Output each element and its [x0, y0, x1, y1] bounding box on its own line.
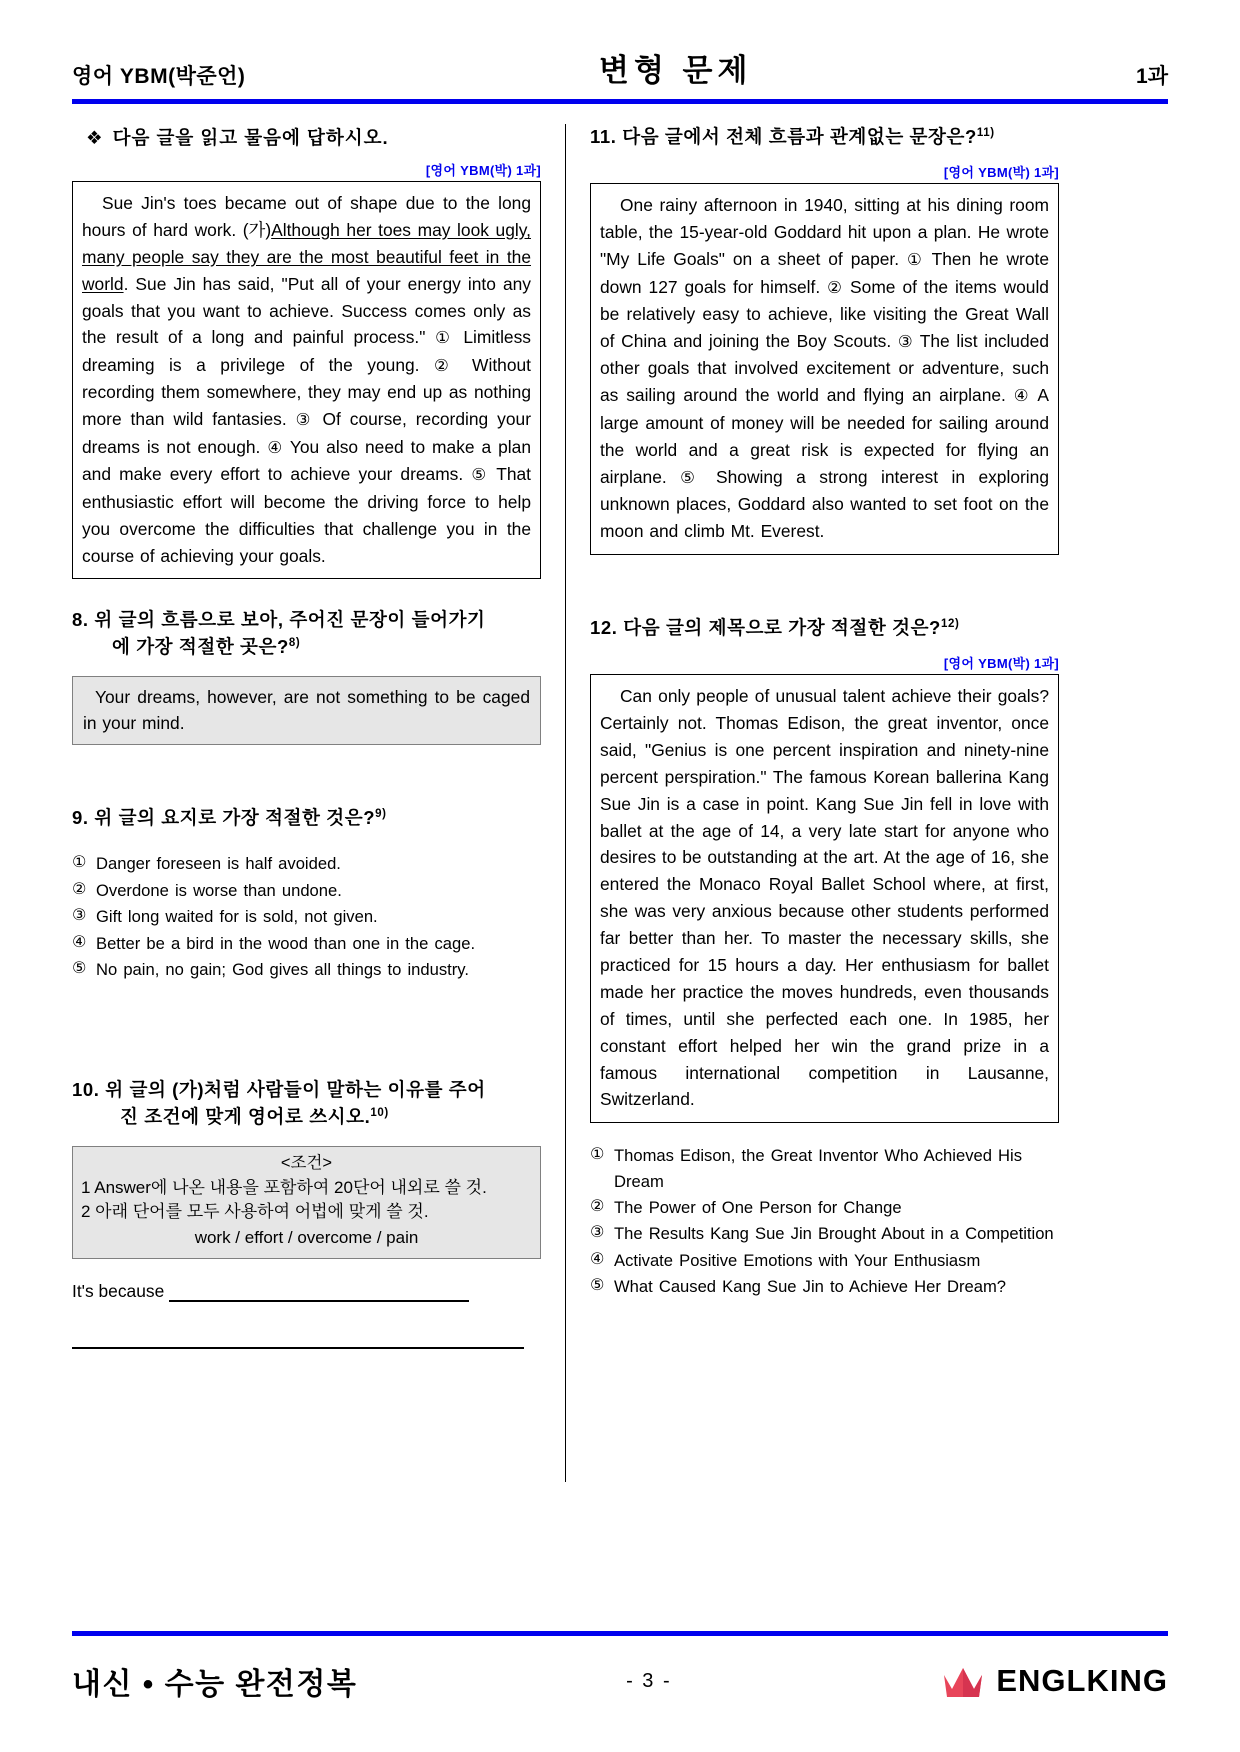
question-12-number: 12. — [590, 616, 618, 638]
question-8-footnote: 8) — [288, 636, 301, 649]
passage2-seg4: A large amount of money will be needed for sailing around the world and a great risk is expected for flying an airplane. — [600, 385, 1049, 487]
choice-text: The Results Kang Sue Jin Brought About in a Competition — [614, 1224, 1054, 1244]
passage1-marker-4: ④ — [267, 438, 284, 457]
answer-blank-line-1[interactable] — [169, 1283, 469, 1302]
passage2-seg3: The list included other goals that involved excitement or adventure, such as sailing around the world and flying an airplane. — [600, 330, 1049, 406]
question-9-text: 위 글의 요지로 가장 적절한 것은? — [94, 807, 376, 829]
choice-marker: ④ — [590, 1250, 605, 1268]
header-subject: 영어 YBM(박준언) — [72, 65, 246, 88]
header-divider-rule — [72, 99, 1168, 104]
passage2-seg1: Then he wrote down 127 goals for himself. — [600, 249, 1050, 297]
passage1-underlined: Although her toes may look ugly, many people say they are the most beautiful feet in the world — [82, 219, 531, 294]
question-10-condition-box — [72, 1146, 541, 1259]
choice-marker: ⑤ — [590, 1277, 605, 1295]
choice-text: Danger foreseen is half avoided. — [96, 854, 341, 874]
condition-word-bank: work / effort / overcome / pain — [194, 1228, 419, 1248]
header-title: 변형 문제 — [599, 53, 753, 88]
choice-text: Activate Positive Emotions with Your Enthusiasm — [614, 1250, 981, 1270]
choice-marker: ② — [72, 880, 87, 898]
choice-marker: ② — [590, 1198, 605, 1216]
choice-marker: ④ — [72, 933, 87, 951]
answer-blank-line-2[interactable] — [72, 1330, 524, 1349]
question-9-number: 9. — [72, 807, 89, 829]
choice-text: No pain, no gain; God gives all things to industry. — [96, 959, 469, 979]
question-12-choice-1[interactable] — [590, 1143, 1059, 1194]
question-8-heading — [72, 607, 541, 660]
brand-logo — [940, 1659, 1168, 1703]
header-lesson: 1과 — [1136, 65, 1168, 88]
question-9-choice-3[interactable] — [72, 904, 541, 929]
choice-text: The Power of One Person for Change — [614, 1198, 902, 1218]
question-11-heading — [590, 124, 1059, 150]
passage1-marker-2: ② — [434, 356, 458, 375]
content-columns — [72, 124, 1168, 1482]
passage2-intro: One rainy afternoon in 1940, sitting at his dining room table, the 15-year-old Goddard hit upon a plan. He wrote "My Life Goals" on a sheet of paper. — [600, 195, 1049, 270]
reading-instruction-text: 다음 글을 읽고 물음에 답하시오. — [112, 127, 389, 148]
source-tag-passage2: [영어 YBM(박) 1과] — [943, 165, 1059, 181]
passage2-seg2: Some of the items would be relatively easy to achieve, like visiting the Great Wall of China and joining the Boy Scouts. — [600, 276, 1049, 351]
passage2-marker-1: ① — [907, 251, 924, 270]
footer-tagline: 내신 • 수능 완전정복 — [72, 1668, 358, 1701]
passage1-seg5: That enthusiastic effort will become the driving force to help you overcome the difficulties that challenge you in the course of achieving your goals. — [82, 464, 531, 566]
condition-item-1: 1 Answer에 나온 내용을 포함하여 20단어 내외로 쓸 것. — [81, 1177, 487, 1197]
passage-2 — [590, 183, 1059, 555]
passage3-body: Can only people of unusual talent achieve their goals? Certainly not. Thomas Edison, the great inventor, once said, "Genius is one percent inspiration and ninety-nine percent perspiration." The famous Korean ballerina Kang Sue Jin is a case in point. Kang Sue Jin fell in love with ballet at the age of 14, a very late start for anyone who desires to be outstanding at the art. At the age of 16, she entered the Monaco Royal Ballet School where, at first, she was very anxious because other students performed far better than her. To master the necessary skills, she practiced for 15 hours a day. Her enthusiasm for ballet made her practice the moves hundreds, even thousands of times, until she perfected each one. In 1985, her constant effort helped her win the grand prize in a famous international competition in Lausanne, Switzerland. — [600, 686, 1049, 1110]
passage1-seg4: You also need to make a plan and make every effort to achieve your dreams. — [82, 436, 532, 485]
question-8-text-line1: 위 글의 흐름으로 보아, 주어진 문장이 들어가기 — [94, 609, 486, 631]
question-9-choice-4[interactable] — [72, 931, 541, 956]
passage1-marker-3: ③ — [295, 411, 314, 430]
condition-item-2: 2 아래 단어를 모두 사용하여 어법에 맞게 쓸 것. — [81, 1202, 429, 1222]
question-12-heading — [590, 615, 1059, 641]
passage1-seg3: Of course, recording your dreams is not enough. — [82, 409, 532, 457]
brand-name: ENGLKING — [996, 1663, 1168, 1698]
question-10-answer-area[interactable] — [72, 1281, 541, 1349]
choice-marker: ⑤ — [72, 959, 87, 977]
passage2-marker-3: ③ — [897, 332, 914, 351]
footer-divider-rule — [72, 1631, 1168, 1636]
choice-text: Gift long waited for is sold, not given. — [96, 907, 378, 927]
choice-text: Better be a bird in the wood than one in the cage. — [96, 933, 476, 953]
column-divider — [565, 124, 566, 1482]
left-column — [72, 124, 559, 1482]
choice-text: What Caused Kang Sue Jin to Achieve Her Dream? — [614, 1277, 1007, 1297]
answer-lead-text: It's because — [72, 1280, 165, 1301]
question-9-footnote: 9) — [375, 808, 387, 821]
passage1-marker-5: ⑤ — [471, 466, 489, 485]
question-12-choice-5[interactable] — [590, 1274, 1059, 1299]
passage1-part2: . Sue Jin has said, "Put all of your energy into any goals that you want to achieve. Success comes only as the result of a long and painful process." — [82, 273, 531, 348]
passage-3 — [590, 674, 1059, 1123]
question-10-heading — [72, 1077, 541, 1130]
question-9-choice-1[interactable] — [72, 851, 541, 876]
choice-marker: ③ — [590, 1224, 605, 1242]
passage-1 — [72, 181, 541, 579]
source-tag-passage3: [영어 YBM(박) 1과] — [943, 656, 1059, 672]
question-12-choices — [590, 1143, 1059, 1299]
question-11-footnote: 11) — [976, 126, 995, 139]
question-9-heading — [72, 805, 541, 831]
question-11-number: 11. — [590, 126, 617, 147]
question-9-choices — [72, 851, 541, 982]
footer-page-number: - 3 - — [626, 1669, 672, 1692]
passage1-marker-1: ① — [435, 329, 454, 348]
choice-text: Thomas Edison, the Great Inventor Who Achieved His Dream — [614, 1146, 1023, 1191]
right-column — [572, 124, 1059, 1482]
question-12-choice-2[interactable] — [590, 1195, 1059, 1220]
question-12-choice-4[interactable] — [590, 1248, 1059, 1273]
choice-marker: ① — [72, 854, 87, 872]
question-10-text-line2: 진 조건에 맞게 영어로 쓰시오. — [120, 1105, 371, 1127]
choice-marker: ③ — [72, 907, 87, 925]
question-12-choice-3[interactable] — [590, 1221, 1059, 1246]
condition-box-title: <조건> — [280, 1153, 333, 1172]
question-10-footnote: 10) — [370, 1106, 389, 1119]
page-footer — [72, 1646, 1168, 1716]
question-9-choice-2[interactable] — [72, 878, 541, 903]
source-tag-passage1: [영어 YBM(박) 1과] — [425, 163, 541, 178]
question-9-choice-5[interactable] — [72, 957, 541, 982]
question-11-text: 다음 글에서 전체 흐름과 관계없는 문장은? — [622, 126, 977, 147]
passage1-seg2: Without recording them somewhere, they may end up as nothing more than wild fantasies. — [82, 354, 531, 430]
choice-marker: ① — [590, 1146, 605, 1164]
passage2-seg5: Showing a strong interest in exploring unknown places, Goddard also wanted to set foot on the moon and climb Mt. Everest. — [600, 466, 1050, 541]
question-8-given-sentence: Your dreams, however, are not something to be caged in your mind. — [83, 686, 530, 734]
question-10-number: 10. — [72, 1079, 100, 1101]
passage1-seg1: Limitless dreaming is a privilege of the young. — [82, 327, 531, 375]
passage2-marker-4: ④ — [1013, 387, 1031, 406]
choice-text: Overdone is worse than undone. — [96, 880, 342, 900]
crown-icon — [940, 1659, 986, 1703]
question-10-text-line1: 위 글의 (가)처럼 사람들이 말하는 이유를 주어 — [105, 1079, 486, 1101]
question-8-number: 8. — [72, 609, 89, 631]
passage2-marker-5: ⑤ — [680, 468, 703, 487]
question-8-text-line2: 에 가장 적절한 곳은? — [112, 635, 289, 657]
question-12-text: 다음 글의 제목으로 가장 적절한 것은? — [623, 616, 941, 638]
passage2-marker-2: ② — [827, 278, 844, 297]
question-12-footnote: 12) — [940, 617, 960, 630]
diamond-bullet-icon: ❖ — [86, 127, 104, 148]
question-8-given-sentence-box — [72, 676, 541, 745]
passage1-part1: Sue Jin's toes became out of shape due to the long hours of hard work. (가) — [82, 193, 531, 240]
page-header — [72, 38, 1168, 90]
reading-instruction — [72, 124, 541, 150]
